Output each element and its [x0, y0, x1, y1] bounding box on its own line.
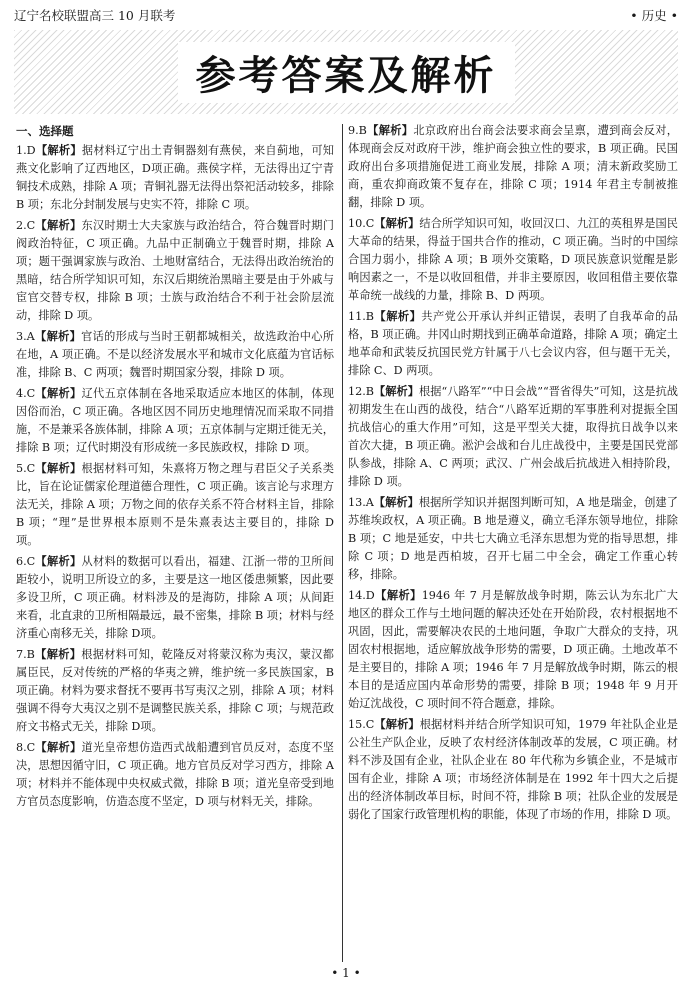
analysis-tag: 【解析】	[35, 555, 82, 568]
analysis-tag: 【解析】	[34, 330, 82, 343]
answer-item	[16, 217, 334, 325]
section-heading: 一、选择题	[16, 124, 74, 138]
answer-item	[16, 142, 334, 214]
analysis-text: 1946 年 7 月是解放战争时期，陈云认为东北广大地区的群众工作与土地问题的解决还处在开始阶段，农村根据地不巩固，因此，需要解决农民的土地问题，争取广大群众的支持，巩固农村根据地，适应解放战争形势的需要，D 项正确。土地改革不是主要目的，排除 A 项；1946 年 7 月是解放战争时期，陈云的根本目的是适应国内革命形势的需要，排除 B 项；1948 年 9 月开始辽沈战役，C 项时间不符合题意，排除。	[348, 589, 678, 710]
analysis-tag: 【解析】	[374, 310, 422, 323]
analysis-tag: 【解析】	[374, 385, 419, 398]
answer-item	[348, 716, 678, 824]
answer-number: 1.D	[16, 144, 36, 157]
answer-item	[348, 494, 678, 584]
title-banner	[14, 30, 678, 114]
analysis-text: 根据材料可知，朱熹将万物之理与君臣父子关系类比，旨在论证儒家伦理道德合理性，C 项正确。该言论与求理方法无关，排除 A 项；万物之间的依存关系不符合材料主旨，排除 B 项；“理”是世界根本原则不是朱熹表达主要目的，排除 D 项。	[16, 462, 334, 547]
analysis-tag: 【解析】	[35, 219, 82, 232]
answer-number: 11.B	[348, 310, 375, 323]
answer-number: 8.C	[16, 741, 36, 754]
analysis-tag: 【解析】	[373, 496, 419, 509]
subject-label: • 历史 •	[630, 8, 678, 23]
analysis-tag: 【解析】	[374, 718, 420, 731]
answer-number: 4.C	[16, 387, 36, 400]
answer-number: 9.B	[348, 124, 367, 137]
analysis-text: 道光皇帝想仿造西式战船遭到官员反对，态度不坚决，思想因循守旧，C 项正确。地方官员反对学习西方，排除 A 项；材料并不能体现中央权威式微，排除 B 项；道光皇帝受到地方官员态度影响，仿造态度不坚定，D 项与材料无关，排除。	[16, 741, 334, 808]
answer-item	[16, 646, 334, 736]
answer-number: 6.C	[16, 555, 36, 568]
analysis-text: 根据“八路军”“中日会战”“晋省得失”可知，这是抗战初期发生在山西的战役，结合“八路军近期的军事胜利对提振全国抗战信心的重大作用”可知，这是平型关大捷，取得抗日战争以来首次大捷，B 项正确。淞沪会战和台儿庄战役中，主要是国民党部队参战，排除 A、C 两项；武汉、广州会战后抗战进入相持阶段，排除 D 项。	[348, 385, 678, 488]
answer-item	[16, 460, 334, 550]
analysis-tag: 【解析】	[35, 462, 82, 475]
analysis-text: 据材料辽宁出土青铜器刻有燕侯，来自蓟地，可知燕文化影响了辽西地区，D项正确。燕侯字样，无法得出辽宁青铜技术成熟，排除 A 项；青铜礼器无法得出祭祀活动较多，排除 B 项；东北分封制发展与史实不符，排除 C 项。	[16, 144, 334, 211]
answer-number: 15.C	[348, 718, 375, 731]
answer-item	[16, 553, 334, 643]
analysis-text: 东汉时期士大夫家族与政治结合，符合魏晋时期门阀政治特征，C 项正确。九品中正制确立于魏晋时期，排除 A 项；题干强调家族与政治、土地财富结合，无法得出政治统治的黑暗，结合所学知识可知，东汉后期统治黑暗主要是由于外戚与宦官交替专权，排除 B 项；士族与政治结合不利于社会阶层流动，排除 D 项。	[16, 219, 334, 322]
analysis-tag: 【解析】	[374, 589, 422, 602]
answer-item	[16, 385, 334, 457]
analysis-text: 官话的形成与当时王朝都城相关，故选政治中心所在地，A 项正确。不是以经济发展水平和城市文化底蕴为官话标准，排除 B、C 两项；魏晋时期国家分裂，排除 D 项。	[16, 330, 334, 379]
exam-title: 辽宁名校联盟高三 10 月联考	[14, 8, 176, 23]
analysis-text: 从材料的数据可以看出，福建、江浙一带的卫所间距较小，说明卫所设立的多，主要是这一地区倭患频繁，因此要多设卫所，C 项正确。材料涉及的是海防，排除 A 项；从间距来看，北直隶的卫所相隔最远，最不密集，排除 B 项；材料与经济重心南移无关，排除 D项。	[16, 555, 334, 640]
analysis-text: 结合所学知识可知，收回汉口、九江的英租界是国民大革命的结果，得益于国共合作的推动，C 项正确。当时的中国综合国力弱小，排除 A 项；B 项外交策略，D 项民族意识觉醒是影响因素之一，不是以收回租借，并非主要原因，收回租借主要依靠革命统一战线的力量，排除 B、D 两项。	[348, 217, 678, 302]
right-column	[348, 122, 678, 964]
answer-item	[348, 383, 678, 491]
analysis-tag: 【解析】	[366, 124, 414, 137]
answer-item	[348, 587, 678, 713]
answer-number: 13.A	[348, 496, 374, 509]
answer-number: 10.C	[348, 217, 375, 230]
answer-item	[348, 215, 678, 305]
column-divider	[342, 124, 343, 962]
analysis-text: 根据材料可知，乾隆反对将蒙汉称为夷汉，蒙汉都属臣民，反对传统的严格的华夷之辨，维护统一多民族国家，B 项正确。材料为要求督抚不要再书写夷汉之别，排除 A 项；材料强调不得夸大夷汉之别不是调整民族关系，排除 C 项；与规范政府文书格式无关，排除 D项。	[16, 648, 334, 733]
answer-number: 2.C	[16, 219, 36, 232]
analysis-tag: 【解析】	[35, 741, 82, 754]
answer-number: 5.C	[16, 462, 36, 475]
analysis-tag: 【解析】	[34, 648, 82, 661]
page-title: 参考答案及解析	[178, 42, 515, 103]
answer-item	[348, 122, 678, 212]
answer-number: 3.A	[16, 330, 35, 343]
analysis-tag: 【解析】	[35, 144, 82, 157]
analysis-text: 根据所学知识并据图判断可知，A 地是瑞金，创建了苏维埃政权，A 项正确。B 地是遵义，确立毛泽东领导地位，排除 B 项；C 地是延安，中共七大确立毛泽东思想为党的指导思想，排除 C 项；D 地是西柏坡，召开七届二中全会，确定工作重心转移，排除。	[348, 496, 678, 581]
page-number: • 1 •	[331, 966, 361, 980]
analysis-tag: 【解析】	[374, 217, 420, 230]
answer-item	[348, 308, 678, 380]
answer-number: 12.B	[348, 385, 375, 398]
answer-number: 7.B	[16, 648, 35, 661]
analysis-text: 共产党公开承认并纠正错误，表明了自我革命的品格，B 项正确。井冈山时期找到正确革命道路，排除 A 项；确定土地革命和武装反抗国民党方针属于八七会议内容，但与题干无关，排除 C、D 两项。	[348, 310, 678, 377]
answer-item	[16, 328, 334, 382]
answer-item	[16, 739, 334, 811]
analysis-text: 北京政府出台商会法要求商会呈禀，遭到商会反对，体现商会反对政府干涉，维护商会独立性的要求，B 项正确。民国政府出台多项措施促进工商业发展，排除 A 项；清末新政奖励工商，重农抑商政策不复存在，排除 C 项；1914 年君主专制被推翻，排除 D 项。	[348, 124, 678, 209]
left-column	[16, 122, 334, 964]
analysis-text: 根据材料并结合所学知识可知，1979 年社队企业是公社生产队企业，反映了农村经济体制改革的发展，C 项正确。材料不涉及国有企业，社队企业在 80 年代称为乡镇企业，不是城市国有企业，排除 A 项；市场经济体制是在 1992 年十四大之后提出的经济体制改革目标，时间不符，排除 B 项；社队企业的发展是弱化了国家行政管理机构的职能，体现了市场的作用，排除 D 项。	[348, 718, 678, 821]
answer-number: 14.D	[348, 589, 375, 602]
analysis-tag: 【解析】	[35, 387, 82, 400]
page-header	[14, 0, 678, 31]
analysis-text: 辽代五京体制在各地采取适应本地区的体制，体现因俗而治，C 项正确。各地区因不同历史地理情况而采取不同措施，不是兼采各族体制，排除 A 项；五京体制与定期迁徙无关，排除 B 项；辽代时期没有形成统一多民族政权，排除 D 项。	[16, 387, 334, 454]
